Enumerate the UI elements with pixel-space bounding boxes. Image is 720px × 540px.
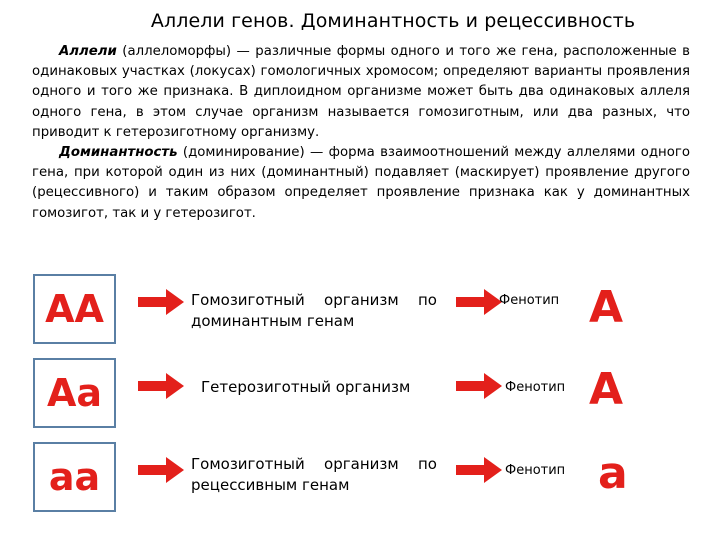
- term-dominance: Доминантность: [59, 145, 178, 161]
- phenotype-label: Фенотип: [505, 463, 566, 478]
- definition-dominance-text: (доминирование) — форма взаимоотношений между аллелями одного гена, при которой один из них (доминантный) подавляет (маскирует) проявление другого (рецессивного) и таким образом определяет проявление признака как у доминантных гомозигот, так и у гетерозигот.: [32, 145, 690, 221]
- genotype-description-AA: Гомозиготный организм по доминантным генам: [191, 291, 437, 330]
- definition-alleles-text: (аллеломорфы) — различные формы одного и того же гена, расположенные в одинаковых участках (локусах) гомологичных хромосом; определяют варианты проявления одного и того же признака. В диплоидном организме может быть два одинаковых аллеля одного гена, в этом случае организм называется гомозиготным, или два разных, что приводит к гетерозиготному организму.: [32, 44, 690, 140]
- definitions-text: [32, 42, 690, 224]
- phenotype-label: Фенотип: [499, 293, 560, 308]
- right-arrow-icon: [456, 457, 502, 483]
- genotype-box-aa: aa: [33, 442, 116, 512]
- right-arrow-icon: [138, 289, 184, 315]
- definition-alleles: [32, 42, 690, 143]
- genotype-box-Aa: Aa: [33, 358, 116, 428]
- definition-dominance: [32, 143, 690, 224]
- genotype-description-Aa: Гетерозиготный организм: [201, 378, 411, 396]
- term-alleles: Аллели: [59, 44, 117, 59]
- page-title: Аллели генов. Доминантность и рецессивность: [150, 10, 636, 32]
- phenotype-value: A: [589, 282, 624, 333]
- right-arrow-icon: [456, 289, 502, 315]
- phenotype-value: A: [589, 364, 624, 415]
- right-arrow-icon: [456, 373, 502, 399]
- phenotype-label: Фенотип: [505, 380, 566, 395]
- genotype-description-aa: Гомозиготный организм по рецессивным генам: [191, 455, 437, 494]
- genotype-box-AA: AA: [33, 274, 116, 344]
- right-arrow-icon: [138, 373, 184, 399]
- right-arrow-icon: [138, 457, 184, 483]
- phenotype-value: a: [598, 448, 628, 499]
